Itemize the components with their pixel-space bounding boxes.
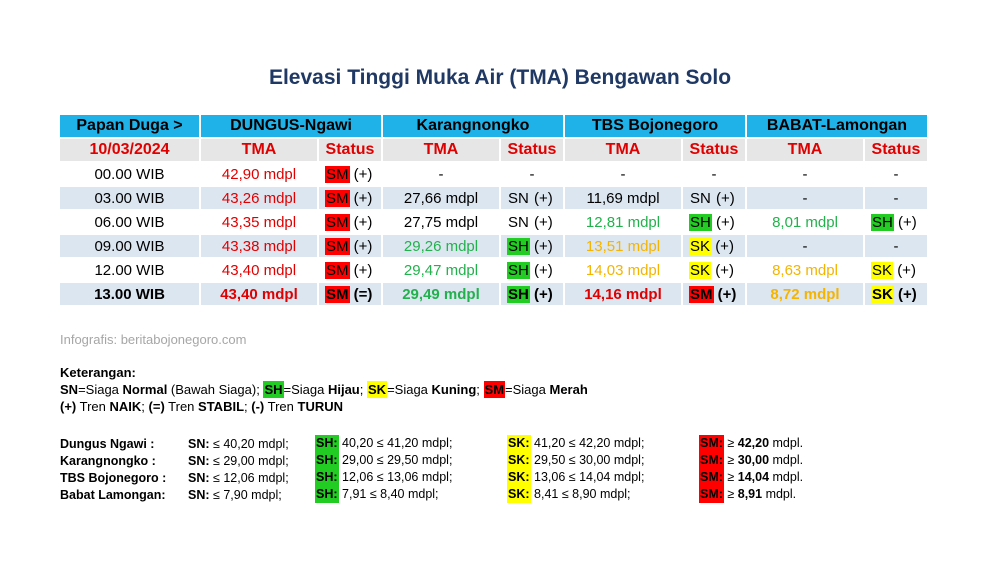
tma-value-cell: 43,40 mdpl xyxy=(200,282,318,306)
threshold-cell xyxy=(315,469,507,486)
status-col-header: Status xyxy=(318,138,382,162)
status-cell xyxy=(500,258,564,282)
status-cell xyxy=(864,258,928,282)
header-row xyxy=(60,115,928,138)
status-cell xyxy=(318,234,382,258)
legend-text: ; xyxy=(476,382,480,397)
sm-badge: SM: xyxy=(700,470,723,484)
trend-text: (+) xyxy=(716,189,735,207)
status-badge: SH xyxy=(872,213,893,231)
sm-unit: mdpl. xyxy=(762,487,797,501)
legend-sh-badge: SH xyxy=(264,382,283,397)
tma-value-cell: 8,72 mdpl xyxy=(746,282,864,306)
tma-value-cell: 11,69 mdpl xyxy=(564,186,682,210)
threshold-cell xyxy=(315,452,507,469)
status-badge: SM xyxy=(326,261,349,279)
legend-text: Tren xyxy=(164,399,199,414)
legend-text: Tren xyxy=(76,399,110,414)
legend-trend-line xyxy=(60,398,588,415)
status-cell xyxy=(318,282,382,306)
sh-range: 40,20 ≤ 41,20 mdpl; xyxy=(342,436,453,450)
table-row xyxy=(60,282,928,306)
threshold-cell xyxy=(699,435,803,452)
legend-text: ; xyxy=(359,382,364,397)
threshold-table xyxy=(60,435,803,503)
status-cell xyxy=(864,162,928,186)
sk-range: 41,20 ≤ 42,20 mdpl; xyxy=(534,436,645,450)
status-badge: SK xyxy=(872,285,893,303)
sm-prefix: ≥ xyxy=(727,470,738,484)
threshold-cell xyxy=(699,486,803,503)
sm-value: 8,91 xyxy=(737,487,763,501)
threshold-station: TBS Bojonegoro : xyxy=(60,470,167,485)
legend-text: (Bawah Siaga); xyxy=(167,382,260,397)
status-col-header: Status xyxy=(500,138,564,162)
threshold-station: Karangnongko : xyxy=(60,453,156,468)
time-cell: 06.00 WIB xyxy=(60,210,200,234)
status-cell xyxy=(864,210,928,234)
status-badge: SN xyxy=(508,213,529,231)
trend-text: (+) xyxy=(534,213,553,231)
status-badge: SN xyxy=(690,189,711,207)
trend-text: (+) xyxy=(534,285,553,303)
sk-range: 29,50 ≤ 30,00 mdpl; xyxy=(534,453,645,467)
subheader-row xyxy=(60,138,928,162)
tma-value-cell: 27,66 mdpl xyxy=(382,186,500,210)
trend-text: (+) xyxy=(715,237,734,255)
trend-text: (+) xyxy=(898,213,917,231)
threshold-cell xyxy=(699,452,803,469)
trend-text: (+) xyxy=(898,285,917,303)
trend-text: (+) xyxy=(353,165,373,183)
trend-text: (+) xyxy=(353,237,373,255)
tma-value-cell: 29,49 mdpl xyxy=(382,282,500,306)
sh-badge: SH: xyxy=(316,453,338,467)
status-badge: SK xyxy=(690,261,711,279)
credit-text: Infografis: beritabojonegoro.com xyxy=(60,332,247,347)
tma-value-cell: 14,16 mdpl xyxy=(564,282,682,306)
threshold-cell xyxy=(188,469,315,486)
sk-badge: SK: xyxy=(508,470,530,484)
tma-value-cell: 29,26 mdpl xyxy=(382,234,500,258)
threshold-cell xyxy=(188,486,315,503)
status-cell xyxy=(682,162,746,186)
sm-unit: mdpl. xyxy=(769,470,804,484)
tma-value-cell: 43,40 mdpl xyxy=(200,258,318,282)
sm-prefix: ≥ xyxy=(727,453,738,467)
sh-badge: SH: xyxy=(316,470,338,484)
legend-sk-badge: SK xyxy=(368,382,387,397)
tma-col-header: TMA xyxy=(200,138,318,162)
threshold-row xyxy=(60,452,803,469)
legend-text: Hijau xyxy=(327,382,360,397)
legend-text: Merah xyxy=(549,382,588,397)
time-cell: 00.00 WIB xyxy=(60,162,200,186)
trend-text: - xyxy=(711,165,717,183)
status-badge: SK xyxy=(872,261,893,279)
tma-value-cell: 8,63 mdpl xyxy=(746,258,864,282)
status-badge: SK xyxy=(690,237,711,255)
status-cell xyxy=(500,186,564,210)
status-cell xyxy=(500,210,564,234)
legend-trend-code: (+) xyxy=(60,399,77,414)
legend-sm-badge: SM xyxy=(484,382,505,397)
status-cell xyxy=(864,282,928,306)
trend-text: (+) xyxy=(353,189,373,207)
status-cell xyxy=(500,282,564,306)
tma-value-cell: 27,75 mdpl xyxy=(382,210,500,234)
tma-value-cell: 43,38 mdpl xyxy=(200,234,318,258)
tma-body xyxy=(60,162,928,306)
status-col-header: Status xyxy=(682,138,746,162)
time-cell: 12.00 WIB xyxy=(60,258,200,282)
table-row xyxy=(60,186,928,210)
sm-value: 14,04 xyxy=(737,470,770,484)
status-badge: SM xyxy=(326,285,349,303)
trend-text: (+) xyxy=(897,261,916,279)
sk-badge: SK: xyxy=(508,487,530,501)
page-title: Elevasi Tinggi Muka Air (TMA) Bengawan Solo xyxy=(268,66,732,89)
status-cell xyxy=(318,162,382,186)
status-badge: SM xyxy=(690,285,713,303)
legend-sn-code: SN xyxy=(60,382,79,397)
tma-table xyxy=(60,115,929,307)
threshold-station: Dungus Ngawi : xyxy=(60,436,155,451)
threshold-cell xyxy=(60,469,188,486)
sm-unit: mdpl. xyxy=(769,436,804,450)
legend-text: Normal xyxy=(122,382,168,397)
threshold-row xyxy=(60,486,803,503)
sn-code: SN: xyxy=(188,487,210,502)
trend-text: (+) xyxy=(534,189,553,207)
sn-code: SN: xyxy=(188,470,210,485)
status-cell xyxy=(682,234,746,258)
trend-text: - xyxy=(893,165,899,183)
threshold-row xyxy=(60,469,803,486)
legend xyxy=(60,364,588,415)
status-cell xyxy=(682,210,746,234)
status-badge: SH xyxy=(690,213,711,231)
sk-range: 13,06 ≤ 14,04 mdpl; xyxy=(534,470,645,484)
tma-value-cell: 13,51 mdpl xyxy=(564,234,682,258)
threshold-cell xyxy=(60,486,188,503)
trend-text: (+) xyxy=(534,261,553,279)
sh-range: 7,91 ≤ 8,40 mdpl; xyxy=(342,487,439,501)
status-badge: SH xyxy=(508,285,529,303)
sm-prefix: ≥ xyxy=(727,487,738,501)
threshold-station: Babat Lamongan: xyxy=(60,487,166,502)
legend-text: =Siaga xyxy=(387,382,432,397)
sn-range: ≤ 29,00 mdpl; xyxy=(213,453,289,468)
station-header: Karangnongko xyxy=(382,115,564,138)
table-row xyxy=(60,210,928,234)
sm-badge: SM: xyxy=(700,487,723,501)
trend-text: - xyxy=(893,237,899,255)
trend-text: - xyxy=(893,189,899,207)
table-row xyxy=(60,234,928,258)
legend-text: =Siaga xyxy=(505,382,550,397)
legend-text: Tren xyxy=(264,399,298,414)
tma-value-cell: - xyxy=(382,162,500,186)
station-header: BABAT-Lamongan xyxy=(746,115,928,138)
time-cell: 13.00 WIB xyxy=(60,282,200,306)
status-badge: SM xyxy=(326,165,349,183)
legend-text: NAIK xyxy=(109,399,142,414)
papan-duga-label: Papan Duga > xyxy=(60,115,200,138)
trend-text: (+) xyxy=(534,237,553,255)
status-cell xyxy=(500,162,564,186)
sm-prefix: ≥ xyxy=(727,436,738,450)
status-badge: SM xyxy=(326,189,349,207)
sn-code: SN: xyxy=(188,453,210,468)
tma-value-cell: 12,81 mdpl xyxy=(564,210,682,234)
status-cell xyxy=(318,258,382,282)
legend-text: ; xyxy=(141,399,145,414)
status-cell xyxy=(864,234,928,258)
status-cell xyxy=(682,282,746,306)
threshold-cell xyxy=(507,452,699,469)
legend-text: ; xyxy=(244,399,248,414)
trend-text: (+) xyxy=(715,261,734,279)
legend-text: STABIL xyxy=(198,399,245,414)
tma-col-header: TMA xyxy=(564,138,682,162)
trend-text: (+) xyxy=(717,285,737,303)
status-cell xyxy=(682,258,746,282)
sh-badge: SH: xyxy=(316,487,338,501)
threshold-cell xyxy=(60,452,188,469)
tma-value-cell: 14,03 mdpl xyxy=(564,258,682,282)
table-row xyxy=(60,258,928,282)
sh-range: 29,00 ≤ 29,50 mdpl; xyxy=(342,453,453,467)
threshold-cell xyxy=(507,469,699,486)
threshold-cell xyxy=(188,452,315,469)
legend-text: TURUN xyxy=(297,399,344,414)
sn-range: ≤ 7,90 mdpl; xyxy=(213,487,282,502)
threshold-body xyxy=(60,435,803,503)
threshold-row xyxy=(60,435,803,452)
status-cell xyxy=(318,186,382,210)
threshold-cell xyxy=(315,435,507,452)
time-cell: 09.00 WIB xyxy=(60,234,200,258)
status-badge: SH xyxy=(508,237,529,255)
tma-value-cell: 42,90 mdpl xyxy=(200,162,318,186)
tma-value-cell: 43,26 mdpl xyxy=(200,186,318,210)
trend-text: (=) xyxy=(353,285,373,303)
table-row xyxy=(60,162,928,186)
station-header: DUNGUS-Ngawi xyxy=(200,115,382,138)
threshold-cell xyxy=(507,435,699,452)
status-badge: SN xyxy=(508,189,529,207)
tma-value-cell: 43,35 mdpl xyxy=(200,210,318,234)
status-cell xyxy=(864,186,928,210)
sh-range: 12,06 ≤ 13,06 mdpl; xyxy=(342,470,453,484)
tma-col-header: TMA xyxy=(382,138,500,162)
trend-text: - xyxy=(529,165,535,183)
sm-unit: mdpl. xyxy=(769,453,804,467)
legend-trend-code: (-) xyxy=(251,399,265,414)
status-cell xyxy=(682,186,746,210)
tma-value-cell: - xyxy=(746,186,864,210)
sh-badge: SH: xyxy=(316,436,338,450)
legend-trend-code: (=) xyxy=(148,399,165,414)
legend-text: =Siaga xyxy=(283,382,328,397)
legend-text: Kuning xyxy=(431,382,477,397)
tma-value-cell: - xyxy=(564,162,682,186)
sm-badge: SM: xyxy=(700,453,723,467)
tma-value-cell: - xyxy=(746,234,864,258)
legend-text: =Siaga xyxy=(78,382,123,397)
tma-value-cell: - xyxy=(746,162,864,186)
legend-status-line xyxy=(60,381,588,398)
trend-text: (+) xyxy=(716,213,735,231)
tma-col-header: TMA xyxy=(746,138,864,162)
status-badge: SH xyxy=(508,261,529,279)
trend-text: (+) xyxy=(353,213,373,231)
status-badge: SM xyxy=(326,237,349,255)
tma-value-cell: 29,47 mdpl xyxy=(382,258,500,282)
sm-value: 42,20 xyxy=(737,436,770,450)
sk-badge: SK: xyxy=(508,436,530,450)
sk-range: 8,41 ≤ 8,90 mdpl; xyxy=(534,487,631,501)
threshold-cell xyxy=(60,435,188,452)
threshold-cell xyxy=(315,486,507,503)
status-badge: SM xyxy=(326,213,349,231)
sn-range: ≤ 12,06 mdpl; xyxy=(213,470,289,485)
sm-badge: SM: xyxy=(700,436,723,450)
status-cell xyxy=(500,234,564,258)
sk-badge: SK: xyxy=(508,453,530,467)
time-cell: 03.00 WIB xyxy=(60,186,200,210)
threshold-cell xyxy=(699,469,803,486)
threshold-cell xyxy=(507,486,699,503)
station-header: TBS Bojonegoro xyxy=(564,115,746,138)
date-label: 10/03/2024 xyxy=(60,138,200,162)
legend-title: Keterangan: xyxy=(60,365,136,380)
threshold-cell xyxy=(188,435,315,452)
status-col-header: Status xyxy=(864,138,928,162)
sn-range: ≤ 40,20 mdpl; xyxy=(213,436,289,451)
sn-code: SN: xyxy=(188,436,210,451)
sm-value: 30,00 xyxy=(737,453,770,467)
tma-value-cell: 8,01 mdpl xyxy=(746,210,864,234)
trend-text: (+) xyxy=(353,261,373,279)
status-cell xyxy=(318,210,382,234)
